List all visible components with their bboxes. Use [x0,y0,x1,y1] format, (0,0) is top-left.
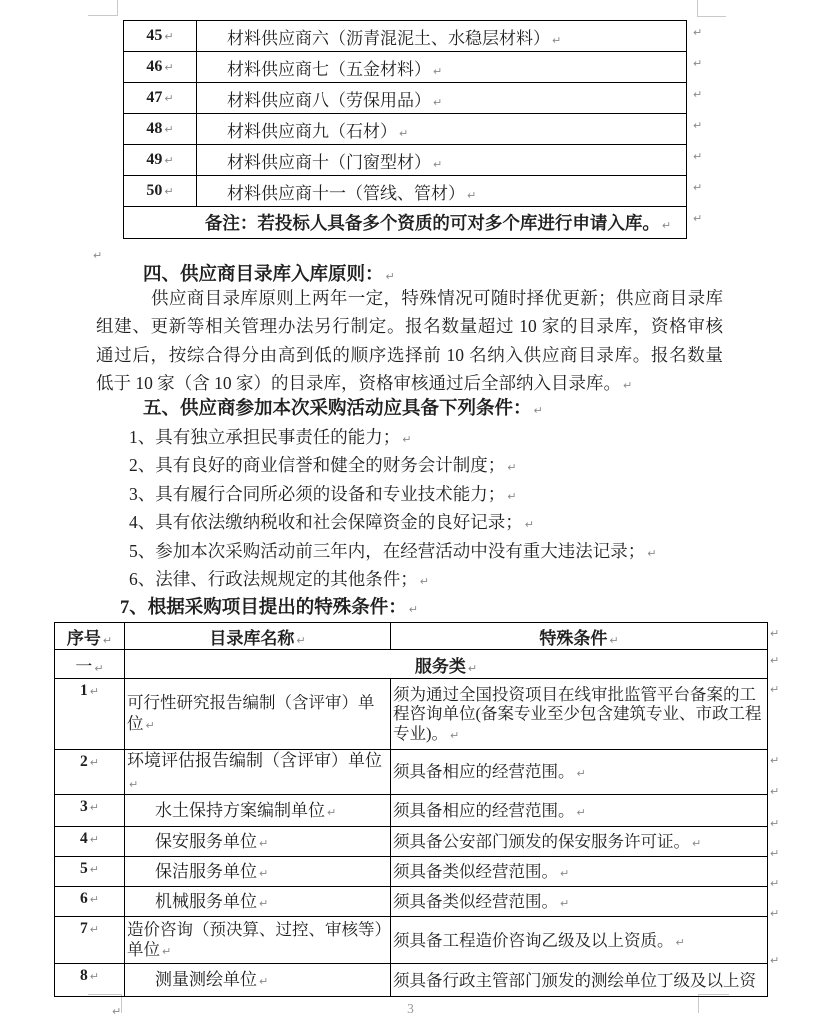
table-row [55,750,768,795]
table-row [55,827,768,857]
paragraph-mark-icon: ↵ [770,683,780,696]
paragraph-mark-icon: ↵ [507,461,517,475]
paragraph-mark-icon: ↵ [524,518,534,532]
special-condition: 须具备公安部门颁发的保安服务许可证。 ↵ [391,827,768,857]
paragraph-mark-icon: ↵ [647,546,657,560]
supplier-no: 49 ↵ [124,145,197,176]
paragraph-mark-icon: ↵ [770,785,780,798]
list-item: 1、具有独立承担民事责任的能力； ↵ [129,427,412,447]
special-condition: 须具备相应的经营范围。 ↵ [391,795,768,827]
catalog-name: 环境评估报告编制（含评审）单位↵ [125,750,391,795]
paragraph-mark-icon: ↵ [93,249,103,262]
col-header-name: 目录库名称 ↵ [125,623,391,650]
row-no: 4 ↵ [55,827,125,857]
table-note-row [124,207,687,239]
paragraph-mark-icon: ↵ [467,188,477,202]
table-row [124,52,687,83]
paragraph-mark-icon: ↵ [450,728,460,742]
paragraph-mark-icon: ↵ [145,719,155,732]
section4-paragraph [96,284,723,398]
row-no: 3 ↵ [55,795,125,827]
paragraph-mark-icon: ↵ [408,602,418,616]
catalog-name: 可行性研究报告编制（含评审）单位 ↵ [125,679,391,750]
paragraph-mark-icon: ↵ [560,897,570,911]
table-note: 备注：若投标人具备多个资质的可对多个库进行申请入库。 ↵ [124,207,687,239]
paragraph-mark-icon: ↵ [296,633,306,647]
paragraph-mark-icon: ↵ [693,150,703,163]
supplier-no: 48 ↵ [124,114,197,145]
paragraph-mark-icon: ↵ [433,64,443,78]
paragraph-mark-icon: ↵ [89,833,99,847]
section7-heading: 7、根据采购项目提出的特殊条件： ↵ [120,597,418,618]
paragraph-mark-icon: ↵ [89,685,99,698]
catalog-name: 机械服务单位 ↵ [125,887,391,917]
condition-list [96,423,736,622]
paragraph-mark-icon: ↵ [693,119,703,132]
paragraph-mark-icon: ↵ [385,270,395,283]
supplier-no: 50 ↵ [124,176,197,207]
row-no: 5 ↵ [55,857,125,887]
row-no: 6 ↵ [55,887,125,917]
paragraph-mark-icon: ↵ [259,836,269,850]
table-row [55,964,768,997]
table-row [124,114,687,145]
page-number: 3 [407,1001,414,1016]
paragraph-mark-icon: ↵ [259,896,269,910]
supplier-name: 材料供应商十（门窗型材） ↵ [197,145,687,176]
supplier-name: 材料供应商十一（管线、管材） ↵ [197,176,687,207]
paragraph-mark-icon: ↵ [533,404,543,417]
table-row [55,917,768,964]
category-label: 服务类 ↵ [125,650,768,679]
special-condition: 须具备类似经营范围。 ↵ [391,857,768,887]
paragraph-mark-icon: ↵ [89,893,99,907]
paragraph-mark-icon: ↵ [675,935,685,949]
row-no: 8 ↵ [55,964,125,997]
supplier-table [123,20,687,239]
paragraph-line: 供应商目录库原则上两年一定，特殊情况可随时择优更新；供应商目录库 [151,288,723,308]
paragraph-mark-icon: ↵ [623,379,633,393]
table-row [124,21,687,52]
table-row [55,857,768,887]
list-item: 6、法律、行政法规规定的其他条件； ↵ [129,569,429,590]
supplier-name: 材料供应商六（沥青混泥土、水稳层材料） ↵ [197,21,687,52]
row-no: 2 ↵ [55,750,125,795]
paragraph-mark-icon: ↵ [89,801,99,815]
paragraph-mark-icon: ↵ [259,866,269,880]
table-header-row [55,623,768,650]
paragraph-mark-icon: ↵ [552,33,562,47]
table-row [124,83,687,114]
supplier-no: 47 ↵ [124,83,197,114]
paragraph-mark-icon: ↵ [693,212,703,225]
table-row [55,679,768,750]
section5-heading: 五、供应商参加本次采购活动应具备下列条件： ↵ [143,399,543,419]
category-no: 一 ↵ [55,650,125,679]
table-row [55,795,768,827]
paragraph-mark-icon: ↵ [89,756,99,769]
paragraph-mark-icon: ↵ [89,863,99,877]
row-no: 1 ↵ [55,679,125,750]
list-item: 4、具有依法缴纳税收和社会保障资金的良好记录； ↵ [129,512,534,533]
paragraph-mark-icon: ↵ [507,489,517,503]
paragraph-mark-icon: ↵ [89,970,99,984]
list-item: 3、具有履行合同所必须的设备和专业技术能力； ↵ [129,483,517,504]
paragraph-mark-icon: ↵ [576,806,586,820]
paragraph-mark-icon: ↵ [770,907,780,920]
paragraph-mark-icon: ↵ [164,61,174,74]
paragraph-mark-icon: ↵ [770,817,780,830]
paragraph-mark-icon: ↵ [164,123,174,136]
margin-corner-mark-top-left [88,0,118,16]
paragraph-mark-icon: ↵ [560,867,570,881]
catalog-name: 保洁服务单位 ↵ [125,857,391,887]
special-condition: 须为通过全国投资项目在线审批监管平台备案的工程咨询单位(备案专业至少包含建筑专业、市政工程专业)。 ↵ [391,679,768,750]
section4-heading: 四、供应商目录库入库原则： ↵ [143,265,395,285]
paragraph-mark-icon: ↵ [693,181,703,194]
paragraph-mark-icon: ↵ [327,805,337,819]
paragraph-mark-icon: ↵ [129,778,139,792]
table-row [124,145,687,176]
paragraph-line: 通过后，按综合得分由高到低的顺序选择前 10 名纳入供应商目录库。报名数量 [96,344,723,365]
special-condition: 须具备工程造价咨询乙级及以上资质。 ↵ [391,917,768,964]
paragraph-mark-icon: ↵ [162,945,172,959]
paragraph-mark-icon: ↵ [433,157,443,171]
paragraph-mark-icon: ↵ [692,837,702,851]
supplier-name: 材料供应商七（五金材料） ↵ [197,52,687,83]
catalog-name: 保安服务单位 ↵ [125,827,391,857]
paragraph-mark-icon: ↵ [770,654,780,667]
paragraph-mark-icon: ↵ [661,219,672,232]
row-no: 7 ↵ [55,917,125,964]
paragraph-line: 低于 10 家（含 10 家）的目录库，资格审核通过后全部纳入目录库。 ↵ [96,373,633,394]
special-conditions-table [54,622,768,997]
paragraph-mark-icon: ↵ [693,57,703,70]
table-row [55,887,768,917]
paragraph-mark-icon: ↵ [419,575,429,589]
paragraph-mark-icon: ↵ [770,954,780,967]
supplier-name: 材料供应商九（石材） ↵ [197,114,687,145]
table-row [124,176,687,207]
paragraph-mark-icon: ↵ [259,975,269,989]
special-condition: 须具备类似经营范围。 ↵ [391,887,768,917]
paragraph-mark-icon: ↵ [609,633,619,647]
paragraph-mark-icon: ↵ [770,627,780,640]
list-item: 5、参加本次采购活动前三年内，在经营活动中没有重大违法记录； ↵ [129,540,657,561]
paragraph-mark-icon: ↵ [770,754,780,767]
paragraph-mark-icon: ↵ [576,767,586,781]
supplier-name: 材料供应商八（劳保用品） ↵ [197,83,687,114]
paragraph-mark-icon: ↵ [164,185,174,198]
paragraph-mark-icon: ↵ [770,847,780,860]
catalog-name: 水土保持方案编制单位 ↵ [125,795,391,827]
paragraph-mark-icon: ↵ [164,154,174,167]
supplier-no: 46 ↵ [124,52,197,83]
margin-corner-mark-top-right [697,0,726,17]
supplier-no: 45 ↵ [124,21,197,52]
special-condition: 须具备相应的经营范围。 ↵ [391,750,768,795]
paragraph-mark-icon: ↵ [399,126,409,140]
catalog-name: 造价咨询（预决算、过控、审核等）单位 ↵ [125,917,391,964]
paragraph-mark-icon: ↵ [94,661,104,675]
paragraph-mark-icon: ↵ [102,633,113,647]
paragraph-mark-icon: ↵ [164,92,174,105]
paragraph-mark-icon: ↵ [433,95,443,109]
paragraph-mark-icon: ↵ [164,30,174,43]
paragraph-mark-icon: ↵ [693,88,703,101]
col-header-condition: 特殊条件 ↵ [391,623,768,650]
paragraph-mark-icon: ↵ [693,26,703,39]
category-row [55,650,768,679]
special-condition: 须具备行政主管部门颁发的测绘单位丁级及以上资 [391,964,768,997]
catalog-name: 测量测绘单位 ↵ [125,964,391,997]
paragraph-mark-icon: ↵ [89,923,99,937]
paragraph-mark-icon: ↵ [112,1005,122,1018]
list-item: 2、具有良好的商业信誉和健全的财务会计制度； ↵ [129,455,517,476]
paragraph-mark-icon: ↵ [770,877,780,890]
paragraph-mark-icon: ↵ [467,661,478,675]
paragraph-mark-icon: ↵ [402,433,412,446]
col-header-no: 序号 ↵ [55,623,125,650]
paragraph-line: 组建、更新等相关管理办法另行制定。报名数量超过 10 家的目录库，资格审核 [96,316,723,337]
